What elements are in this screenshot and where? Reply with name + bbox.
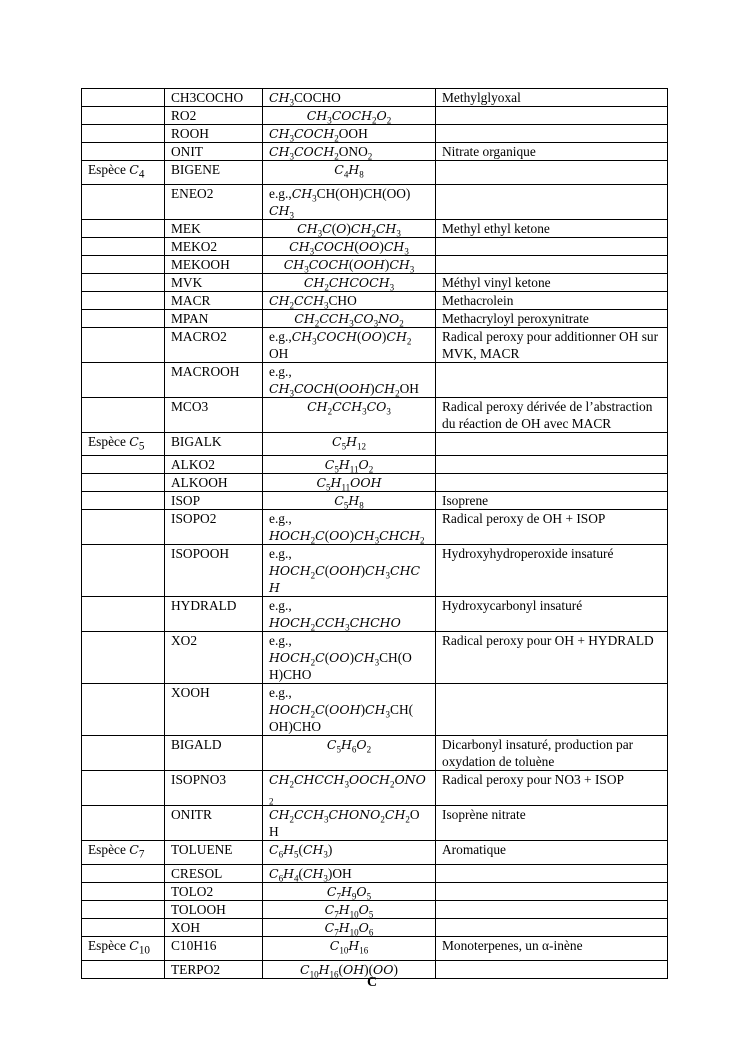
- species-group-cell: [82, 474, 165, 492]
- species-name-cell: ONITR: [165, 806, 263, 841]
- species-name-cell: TOLUENE: [165, 841, 263, 865]
- species-name-cell: TOLO2: [165, 883, 263, 901]
- species-name-cell: BIGALK: [165, 432, 263, 456]
- species-description-cell: Monoterpenes, un α-inène: [436, 937, 668, 961]
- table-row: [82, 273, 668, 291]
- species-description-cell: [436, 883, 668, 901]
- table-row: [82, 771, 668, 806]
- species-description-cell: Methacryloyl peroxynitrate: [436, 309, 668, 327]
- species-name-cell: MEKOOH: [165, 255, 263, 273]
- species-group-cell: [82, 309, 165, 327]
- species-group-cell: [82, 107, 165, 125]
- species-description-cell: [436, 237, 668, 255]
- species-formula-cell: e.g., $HOCH_2C(OO)CH_3CHCH_2$: [263, 510, 436, 545]
- species-formula-cell: e.g., $HOCH_2CCH_3CHCHO$: [263, 597, 436, 632]
- species-group-cell: [82, 291, 165, 309]
- table-row: [82, 309, 668, 327]
- table-row: [82, 89, 668, 107]
- species-name-cell: MEKO2: [165, 237, 263, 255]
- species-name-cell: ONIT: [165, 143, 263, 161]
- species-group-cell: [82, 545, 165, 597]
- table-row: [82, 237, 668, 255]
- species-name-cell: CH3COCHO: [165, 89, 263, 107]
- species-group-cell: [82, 865, 165, 883]
- species-group-cell: [82, 456, 165, 474]
- species-name-cell: MACRO2: [165, 327, 263, 362]
- species-name-cell: ISOPO2: [165, 510, 263, 545]
- species-description-cell: Hydroxycarbonyl insaturé: [436, 597, 668, 632]
- table-row: [82, 901, 668, 919]
- species-formula-cell: $C_{10}H_{16}$: [263, 937, 436, 961]
- species-group-cell: [82, 510, 165, 545]
- species-formula-cell: $CH_3COCH(OO)CH_3$: [263, 237, 436, 255]
- species-formula-cell: $e.g.,CH_3COCH(OO)CH_2$ OH: [263, 327, 436, 362]
- species-name-cell: MACR: [165, 291, 263, 309]
- table-row: [82, 865, 668, 883]
- species-formula-cell: $CH_2CCH_3CO_3NO_2$: [263, 309, 436, 327]
- table-row: [82, 510, 668, 545]
- species-description-cell: Methylglyoxal: [436, 89, 668, 107]
- species-description-cell: Methacrolein: [436, 291, 668, 309]
- species-name-cell: XOOH: [165, 684, 263, 736]
- table-row: [82, 736, 668, 771]
- species-name-cell: XO2: [165, 632, 263, 684]
- table-row: [82, 883, 668, 901]
- species-description-cell: Radical peroxy de OH + ISOP: [436, 510, 668, 545]
- table-row: [82, 107, 668, 125]
- species-table: [81, 88, 668, 979]
- species-group-cell: Espèce $C_7$: [82, 841, 165, 865]
- species-formula-cell: $CH_3COCHO$: [263, 89, 436, 107]
- species-group-cell: [82, 273, 165, 291]
- species-name-cell: CRESOL: [165, 865, 263, 883]
- species-formula-cell: $C_5H_6O_2$: [263, 736, 436, 771]
- species-group-cell: [82, 143, 165, 161]
- species-group-cell: [82, 632, 165, 684]
- table-row: [82, 291, 668, 309]
- species-description-cell: [436, 684, 668, 736]
- species-description-cell: [436, 919, 668, 937]
- species-formula-cell: $CH_3COCH_2O_2$: [263, 107, 436, 125]
- species-name-cell: HYDRALD: [165, 597, 263, 632]
- species-formula-cell: $CH_2CCH_3CHONO_2CH_2O$ H: [263, 806, 436, 841]
- species-group-cell: [82, 89, 165, 107]
- species-description-cell: Dicarbonyl insaturé, production par oxydation de toluène: [436, 736, 668, 771]
- species-formula-cell: $CH_3COCH(OOH)CH_3$: [263, 255, 436, 273]
- species-formula-cell: $CH_3C(O)CH_2CH_3$: [263, 219, 436, 237]
- species-group-cell: [82, 125, 165, 143]
- species-formula-cell: $C_5H_{11}OOH$: [263, 474, 436, 492]
- species-table-body: [82, 89, 668, 979]
- table-row: [82, 184, 668, 219]
- species-formula-cell: $CH_3COCH_2OOH$: [263, 125, 436, 143]
- species-formula-cell: e.g., $HOCH_2C(OOH)CH_3CHCH$: [263, 545, 436, 597]
- species-group-cell: [82, 237, 165, 255]
- page-footer-label: C: [366, 975, 378, 990]
- species-group-cell: [82, 219, 165, 237]
- species-name-cell: TOLOOH: [165, 901, 263, 919]
- table-row: [82, 327, 668, 362]
- species-description-cell: [436, 474, 668, 492]
- species-formula-cell: $C_4H_8$: [263, 161, 436, 185]
- table-row: [82, 597, 668, 632]
- species-group-cell: [82, 597, 165, 632]
- species-name-cell: BIGENE: [165, 161, 263, 185]
- species-name-cell: ALKOOH: [165, 474, 263, 492]
- species-description-cell: [436, 107, 668, 125]
- species-description-cell: [436, 184, 668, 219]
- species-formula-cell: $C_5H_{12}$: [263, 432, 436, 456]
- species-group-cell: Espèce $C_4$: [82, 161, 165, 185]
- species-name-cell: MPAN: [165, 309, 263, 327]
- species-description-cell: [436, 362, 668, 397]
- table-row: [82, 806, 668, 841]
- species-formula-cell: $C_6H_4(CH_3)OH$: [263, 865, 436, 883]
- species-name-cell: ALKO2: [165, 456, 263, 474]
- species-description-cell: Isoprène nitrate: [436, 806, 668, 841]
- species-name-cell: ENEO2: [165, 184, 263, 219]
- table-row: [82, 432, 668, 456]
- species-description-cell: Methyl ethyl ketone: [436, 219, 668, 237]
- table-row: [82, 492, 668, 510]
- table-row: [82, 632, 668, 684]
- table-row: [82, 919, 668, 937]
- species-formula-cell: $CH_2CCH_3CHO$: [263, 291, 436, 309]
- species-name-cell: C10H16: [165, 937, 263, 961]
- species-formula-cell: $C_5H_{11}O_2$: [263, 456, 436, 474]
- species-name-cell: XOH: [165, 919, 263, 937]
- species-description-cell: Méthyl vinyl ketone: [436, 273, 668, 291]
- species-formula-cell: $C_7H_{10}O_6$: [263, 919, 436, 937]
- species-group-cell: [82, 919, 165, 937]
- table-row: [82, 143, 668, 161]
- species-formula-cell: $CH_2CCH_3CO_3$: [263, 397, 436, 432]
- table-row: [82, 161, 668, 185]
- species-group-cell: Espèce $C_{10}$: [82, 937, 165, 961]
- species-name-cell: RO2: [165, 107, 263, 125]
- table-row: [82, 125, 668, 143]
- species-name-cell: ROOH: [165, 125, 263, 143]
- species-description-cell: Aromatique: [436, 841, 668, 865]
- species-formula-cell: $C_{10}H_{16}(OH)(OO)$: [263, 960, 436, 978]
- species-description-cell: Radical peroxy pour NO3 + ISOP: [436, 771, 668, 806]
- table-row: [82, 219, 668, 237]
- table-row: [82, 684, 668, 736]
- species-name-cell: MEK: [165, 219, 263, 237]
- species-description-cell: Isoprene: [436, 492, 668, 510]
- species-formula-cell: $C_7H_{10}O_5$: [263, 901, 436, 919]
- species-name-cell: MVK: [165, 273, 263, 291]
- species-description-cell: [436, 865, 668, 883]
- species-formula-cell: e.g., $HOCH_2C(OO)CH_3CH(O$ H)CHO: [263, 632, 436, 684]
- species-description-cell: Hydroxyhydroperoxide insaturé: [436, 545, 668, 597]
- species-group-cell: [82, 397, 165, 432]
- species-description-cell: [436, 161, 668, 185]
- species-formula-cell: $CH_2CHCCH_3OOCH_2ONO_2$: [263, 771, 436, 806]
- species-formula-cell: $e.g.,CH_3CH(OH)CH(OO)$ $CH_3$: [263, 184, 436, 219]
- table-row: [82, 255, 668, 273]
- species-name-cell: ISOPOOH: [165, 545, 263, 597]
- table-row: [82, 937, 668, 961]
- species-group-cell: [82, 255, 165, 273]
- species-formula-cell: $C_7H_9O_5$: [263, 883, 436, 901]
- species-group-cell: [82, 684, 165, 736]
- species-name-cell: BIGALD: [165, 736, 263, 771]
- species-formula-cell: e.g., $HOCH_2C(OOH)CH_3CH$( OH)CHO: [263, 684, 436, 736]
- species-name-cell: MACROOH: [165, 362, 263, 397]
- species-description-cell: [436, 901, 668, 919]
- species-description-cell: [436, 456, 668, 474]
- table-row: [82, 362, 668, 397]
- table-row: [82, 397, 668, 432]
- species-group-cell: [82, 327, 165, 362]
- table-row: [82, 841, 668, 865]
- species-group-cell: [82, 362, 165, 397]
- species-description-cell: [436, 255, 668, 273]
- species-description-cell: Radical peroxy dérivée de l’abstraction du réaction de OH avec MACR: [436, 397, 668, 432]
- species-formula-cell: $C_5H_8$: [263, 492, 436, 510]
- species-name-cell: ISOPNO3: [165, 771, 263, 806]
- species-description-cell: Nitrate organique: [436, 143, 668, 161]
- species-name-cell: ISOP: [165, 492, 263, 510]
- species-group-cell: [82, 883, 165, 901]
- table-row: [82, 545, 668, 597]
- species-group-cell: [82, 771, 165, 806]
- species-description-cell: [436, 432, 668, 456]
- table-row: [82, 456, 668, 474]
- species-description-cell: Radical peroxy pour additionner OH sur MVK, MACR: [436, 327, 668, 362]
- species-name-cell: TERPO2: [165, 960, 263, 978]
- species-formula-cell: $C_6H_5(CH_3)$: [263, 841, 436, 865]
- species-group-cell: [82, 492, 165, 510]
- species-group-cell: [82, 901, 165, 919]
- species-description-cell: Radical peroxy pour OH + HYDRALD: [436, 632, 668, 684]
- species-name-cell: MCO3: [165, 397, 263, 432]
- species-description-cell: [436, 125, 668, 143]
- species-group-cell: [82, 806, 165, 841]
- species-group-cell: [82, 184, 165, 219]
- species-group-cell: Espèce $C_5$: [82, 432, 165, 456]
- species-formula-cell: $CH_2CHCOCH_3$: [263, 273, 436, 291]
- species-formula-cell: e.g., $CH_3COCH(OOH)CH_2OH$: [263, 362, 436, 397]
- species-group-cell: [82, 736, 165, 771]
- species-formula-cell: $CH_3COCH_2ONO_2$: [263, 143, 436, 161]
- table-row: [82, 474, 668, 492]
